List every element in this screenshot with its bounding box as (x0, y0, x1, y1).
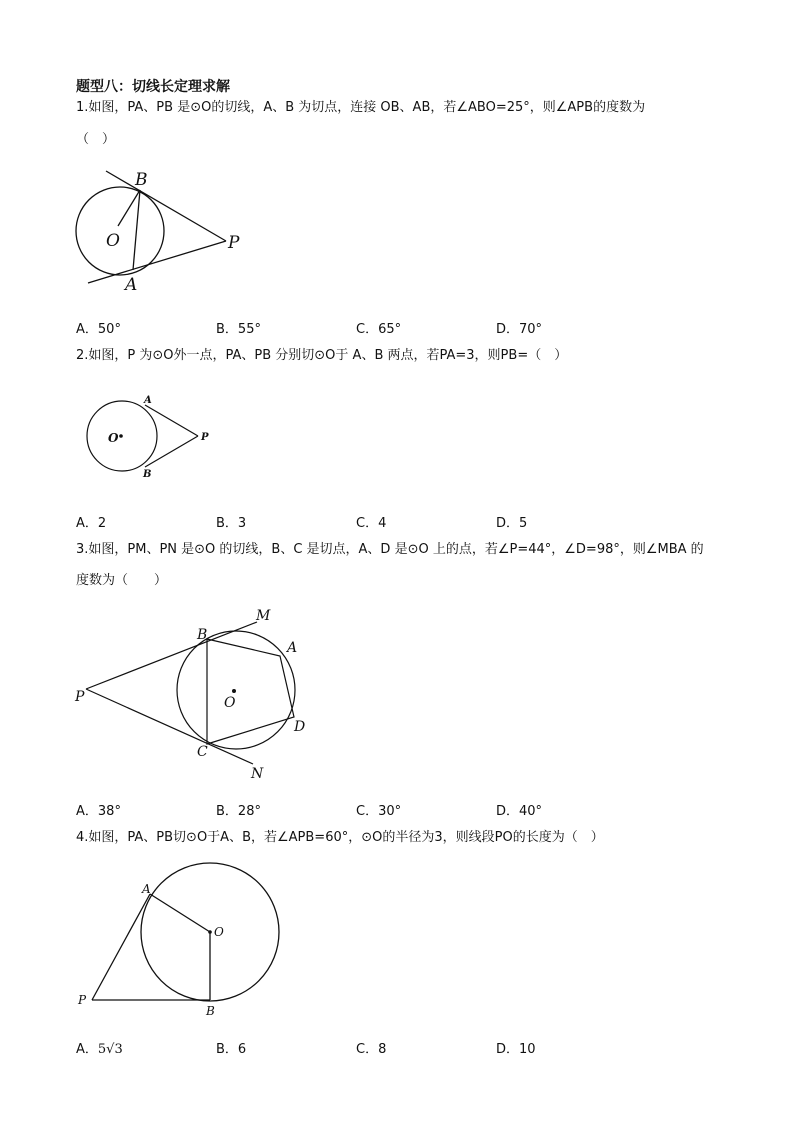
q3-label-b: B (197, 627, 208, 643)
q2-option-d: D．5 (496, 516, 528, 531)
q3-label-m: M (256, 608, 271, 624)
q4-label-o: O (214, 925, 224, 939)
q2-stem-line1: 2.如图，P 为⊙O外一点，PA、PB 分别切⊙O于 A、B 两点，若PA=3，则PB=（ ） (76, 348, 568, 363)
q3-label-o: O (224, 695, 236, 711)
q4-tangent-pa (92, 894, 150, 1000)
q1-option-b: B．55° (216, 322, 261, 337)
section-title: 题型八：切线长定理求解 (76, 79, 230, 95)
q3-stem-line2: 度数为（ ） (76, 573, 168, 588)
q3-label-p: P (75, 689, 85, 705)
q3-option-a: A．38° (76, 804, 121, 819)
q1-option-d: D．70° (496, 322, 543, 337)
q3-stem-line1: 3.如图，PM、PN 是⊙O 的切线，B、C 是切点，A、D 是⊙O 上的点，若∠P=44°，∠D=98°，则∠MBA 的 (76, 542, 704, 557)
q4-segment-oa (150, 894, 210, 932)
q4-label-a: A (142, 882, 151, 896)
q4-option-c: C．8 (356, 1042, 387, 1057)
q1-stem-line1: 1.如图，PA、PB 是⊙O的切线，A、B 为切点，连接 OB、AB，若∠ABO=25°，则∠APB的度数为 (76, 100, 646, 115)
q1-option-c: C．65° (356, 322, 402, 337)
q4-label-b: B (206, 1004, 215, 1018)
q3-label-n: N (251, 766, 264, 782)
q1-option-a: A．50° (76, 322, 121, 337)
q1-label-b: B (135, 170, 148, 190)
q2-option-c: C．4 (356, 516, 387, 531)
q4-label-p: P (78, 993, 87, 1007)
q4-option-a: A．5√3 (76, 1042, 123, 1057)
q1-label-a: A (125, 275, 138, 295)
q1-label-o: O (106, 231, 120, 251)
q2-option-b: B．3 (216, 516, 247, 531)
q3-label-a: A (287, 640, 298, 656)
q2-label-a: A (144, 395, 152, 406)
q4-option-b: B．6 (216, 1042, 247, 1057)
q4-center-dot (208, 930, 212, 934)
q3-label-c: C (197, 744, 208, 760)
q3-option-c: C．30° (356, 804, 402, 819)
q2-label-p: P (201, 432, 209, 443)
q3-option-b: B．28° (216, 804, 261, 819)
q1-stem-line2: （ ） (76, 132, 116, 147)
q2-label-b: B (143, 469, 152, 480)
q3-option-d: D．40° (496, 804, 543, 819)
q2-option-a: A．2 (76, 516, 107, 531)
q4-stem-line1: 4.如图，PA、PB切⊙O于A、B，若∠APB=60°，⊙O的半径为3，则线段PO的长度为（ ） (76, 830, 604, 845)
q2-label-o: O (108, 431, 119, 445)
q4-option-d: D．10 (496, 1042, 536, 1057)
q3-label-d: D (294, 719, 306, 735)
q1-label-p: P (228, 233, 240, 253)
